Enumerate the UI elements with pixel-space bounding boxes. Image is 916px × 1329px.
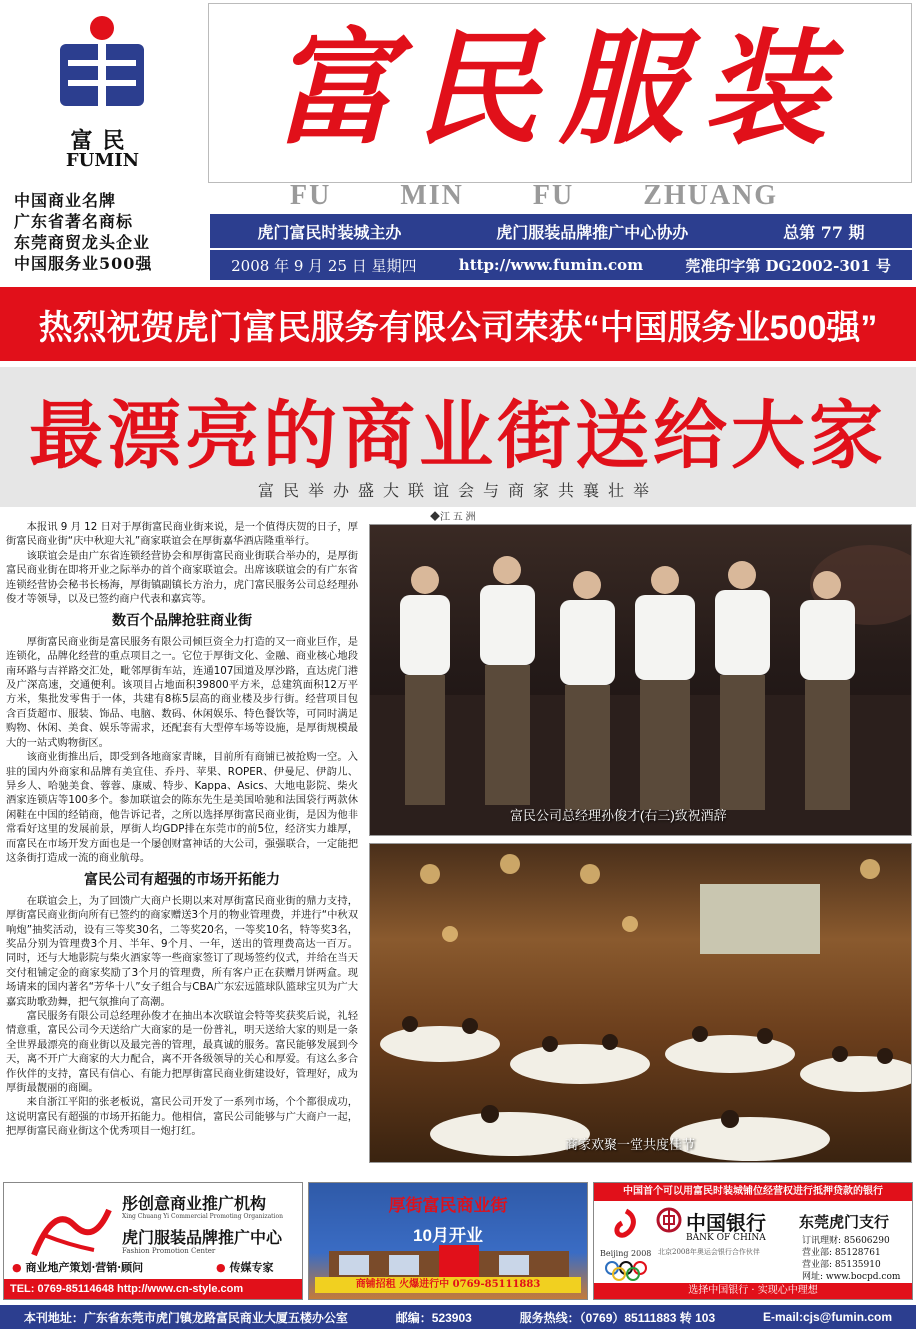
ad-services-right: 传媒专家	[229, 1261, 274, 1274]
ad-title: 彤创意商业推广机构	[122, 1194, 267, 1213]
brand-name-cn: 富民	[70, 128, 135, 154]
ad-subtitle-2: Fashion Promotion Center	[122, 1247, 216, 1255]
article-paragraph: 富民服务有限公司总经理孙俊才在抽出本次联谊会特等奖获奖后说，礼轻情意重，富民公司今天送给广大商家的是一份普礼，明天送给大家的则是一条全世界最漂亮的商业街以及最完善的管理，最真诚的服务。富民能够发展到今天，离不开广大商家的大力配合，离不开各级领导的关心和厚爱。有这么多合作伙伴的支持，富民有信心、有能力把厚街富民商业街建设好，管理好，成为厚街最靓丽的商圈。	[6, 1010, 358, 1095]
calligraphy-logo-icon	[24, 1195, 114, 1265]
motto-line: 中国服务业500强	[14, 254, 153, 273]
ad-services-left: 商业地产策划·营销·顾问	[25, 1261, 144, 1274]
footer-email[interactable]: E-mail:cjs@fumin.com	[762, 1310, 893, 1324]
bank-name-en: BANK OF CHINA	[686, 1233, 766, 1243]
print-permit: 莞准印字第 DG2002-301 号	[685, 256, 891, 275]
article-paragraph: 厚街富民商业街是富民服务有限公司倾巨资全力打造的又一商业巨作，是连锁化，品牌化经营的重点项目之一。它位于厚街文化、金融、商业核心地段南环路与吉祥路交汇处，毗邻厚街车站，连通107国道及厚沙路，直达虎门港及广深高速，交通便利。该项目占地面积39800平方米，总建筑面积12万平方米，集批发零售于一体，共建有8栋5层高的商业楼及步行街。经营项目包含百货超市、服装、饰品、电脑、数码、休闲娱乐、特色餐饮等，可同时满足购物、休闲、美食、娱乐等需求，还配套有大型停车场等设施，是厚街规模最大的一站式购物街区。	[6, 635, 358, 749]
footer-address: 本刊地址：广东省东莞市虎门镇龙路富民商业大厦五楼办公室	[23, 1310, 348, 1325]
bank-of-china-logo-icon	[656, 1207, 682, 1233]
bank-branch: 东莞虎门支行	[799, 1213, 890, 1231]
ad-services-2	[216, 1259, 273, 1275]
newspaper-title-pinyin: FU MIN FU ZHUANG	[290, 180, 779, 211]
photo-banquet-hall	[369, 843, 912, 1163]
photo-executives-toast	[369, 524, 912, 836]
main-headline: 最漂亮的商业街送给大家	[29, 394, 887, 477]
olympic-partner: 北京2008年奥运会银行合作伙伴	[658, 1248, 760, 1256]
motto-line: 广东省著名商标	[14, 212, 134, 231]
photo-caption: 商家欢聚一堂共度佳节	[565, 1137, 696, 1152]
bank-name-cn: 中国银行	[686, 1211, 766, 1235]
masthead-info-bar	[210, 214, 912, 248]
ad-contact: TEL: 0769-85114648 http://www.cn-style.com	[4, 1279, 302, 1299]
issue-number: 总第 77 期	[783, 222, 865, 242]
beijing-2008-label: Beijing 2008	[600, 1249, 652, 1258]
photo-banquet-illustration	[370, 844, 912, 1163]
article-paragraph: 来自浙江平阳的张老板说，富民公司开发了一系列市场，个个都很成功，这说明富民有超强的市场开拓能力。他相信，富民公司能够与广大商户一起，把厚街富民商业街这个优秀项目一炮打红。	[6, 1096, 358, 1138]
article-paragraph: 本报讯 9 月 12 日对于厚街富民商业街来说，是一个值得庆贺的日子，厚街富民商业街“庆中秋迎大礼”商家联谊会在厚街嘉华酒店隆重举行。	[6, 521, 358, 548]
website-link[interactable]: http://www.fumin.com	[458, 256, 644, 274]
motto-line: 东莞商贸龙头企业	[14, 233, 151, 252]
bank-contacts	[802, 1235, 900, 1283]
sub-headline: 富民举办盛大联谊会与商家共襄壮举	[257, 483, 658, 500]
photo-caption: 富民公司总经理孙俊才(右三)致祝酒辞	[510, 808, 727, 823]
ad-title: 厚街富民商业街	[388, 1196, 508, 1215]
bank-phone: 订讯理财: 85606290	[802, 1236, 890, 1246]
ad-top-strip: 中国首个可以用富民时装城铺位经营权进行抵押贷款的银行	[594, 1183, 912, 1201]
building-illustration	[329, 1245, 569, 1281]
ad-xingchuangyi	[3, 1182, 303, 1300]
ad-bottom-strip: 商铺招租 火爆进行中 0769-85111883	[315, 1277, 581, 1293]
article-paragraph: 该商业街推出后，即受到各地商家青睐，目前所有商铺已被抢购一空。入驻的国内外商家和品牌有美宜佳、乔丹、苹果、ROPER、伊曼尼、伊韵儿、异乡人、哈驰美食、蓉蓉、康威、特步、Kappa、Asics、大地电影院、柴火酒家连锁店等100多个。参加联谊会的陈东先生是美国哈驰和法国袋行两款休闲鞋在中国的经销商，他告诉记者，之所以选择厚街富民商业街，是因为他非常看好这里的发展前景，厚街人均GDP排在东莞市的前5位，经济实力雄厚，而富民在市场开发方面也是一个屡创财富神话的大公司，强强联合，一定能把这条街打造成一流的商业航母。	[6, 751, 358, 864]
ad-houjie-street	[308, 1182, 588, 1300]
ad-services	[12, 1259, 143, 1275]
motto-line: 中国商业名牌	[14, 191, 117, 210]
article-paragraph: 在联谊会上，为了回馈广大商户长期以来对厚街富民商业街的鼎力支持，厚街富民商业街向所有已签约的商家赠送3个月的物业管理费，并进行“中秋双响炮”抽奖活动，设有三等奖30名，二等奖20名，一等奖10名，特等奖3名，奖品分别为管理费3个月、半年、9个月、一年，送出的管理费高达一百万。同时，还与大地影院与柴火酒家等一些商家签订了现场签约仪式，并给在当天交付租铺定金的商家奖励了3个月的管理费，所有客户正在获赠月饼两盒。现场请来的国内著名“芳华十八”女子组合与CBA广东宏远篮球队篮球宝贝为广大嘉宾助歌劲舞，把气氛推向了高潮。	[6, 894, 358, 1008]
ad-opening: 10月开业	[413, 1226, 483, 1245]
brand-name-en: FUMIN	[65, 150, 140, 171]
bullet-icon: ●	[12, 1261, 22, 1274]
ad-subtitle: Xing Chuang Yi Commercial Promoting Organization	[122, 1213, 283, 1220]
article-paragraph: 该联谊会是由广东省连锁经营协会和厚街富民商业街联合举办的，是厚街富民商业街在即将开业之际举办的首个商家联谊会。出席该联谊会的有广东省连锁经营协会秘书长杨海，厚街镇副镇长方治力，虎门富民服务公司总经理孙俊才等领导，以及已签约商户代表和嘉宾等。	[6, 549, 358, 606]
fumin-logo-mark	[52, 14, 152, 114]
footer-postcode: 邮编：523903	[395, 1310, 472, 1325]
masthead-date-bar	[210, 250, 912, 280]
article-body	[6, 520, 358, 1139]
bank-phone: 营业部: 85135910	[802, 1260, 881, 1270]
congratulation-banner: 热烈祝贺虎门富民服务有限公司荣获“中国服务业500强”	[0, 287, 916, 361]
byline: ◆江 五 洲	[430, 512, 476, 523]
bank-phone: 营业部: 85128761	[802, 1248, 881, 1258]
ad-bank-of-china	[593, 1182, 913, 1300]
issue-date: 2008 年 9 月 25 日 星期四	[231, 256, 417, 275]
section-heading: 数百个品牌抢驻商业街	[112, 613, 252, 630]
ad-title-2: 虎门服装品牌推广中心	[122, 1228, 283, 1247]
bank-slogan: 选择中国银行 · 实现心中理想	[594, 1283, 912, 1299]
photo-executives-illustration	[370, 525, 912, 836]
co-organizer: 虎门服装品牌推广中心协办	[496, 222, 689, 242]
newspaper-title: 富民服装	[270, 17, 847, 162]
brand-mottos	[14, 190, 204, 274]
section-heading: 富民公司有超强的市场开拓能力	[84, 872, 280, 889]
bank-website[interactable]: 网址: www.bocpd.com	[802, 1272, 901, 1282]
footer-hotline: 服务热线：（0769）85111883 转 103	[519, 1310, 716, 1325]
olympic-rings-icon	[604, 1261, 648, 1281]
bullet-icon: ●	[216, 1261, 226, 1274]
beijing-2008-emblem-icon	[604, 1207, 648, 1247]
footer-bar	[0, 1305, 916, 1329]
organizer: 虎门富民时装城主办	[257, 222, 402, 242]
